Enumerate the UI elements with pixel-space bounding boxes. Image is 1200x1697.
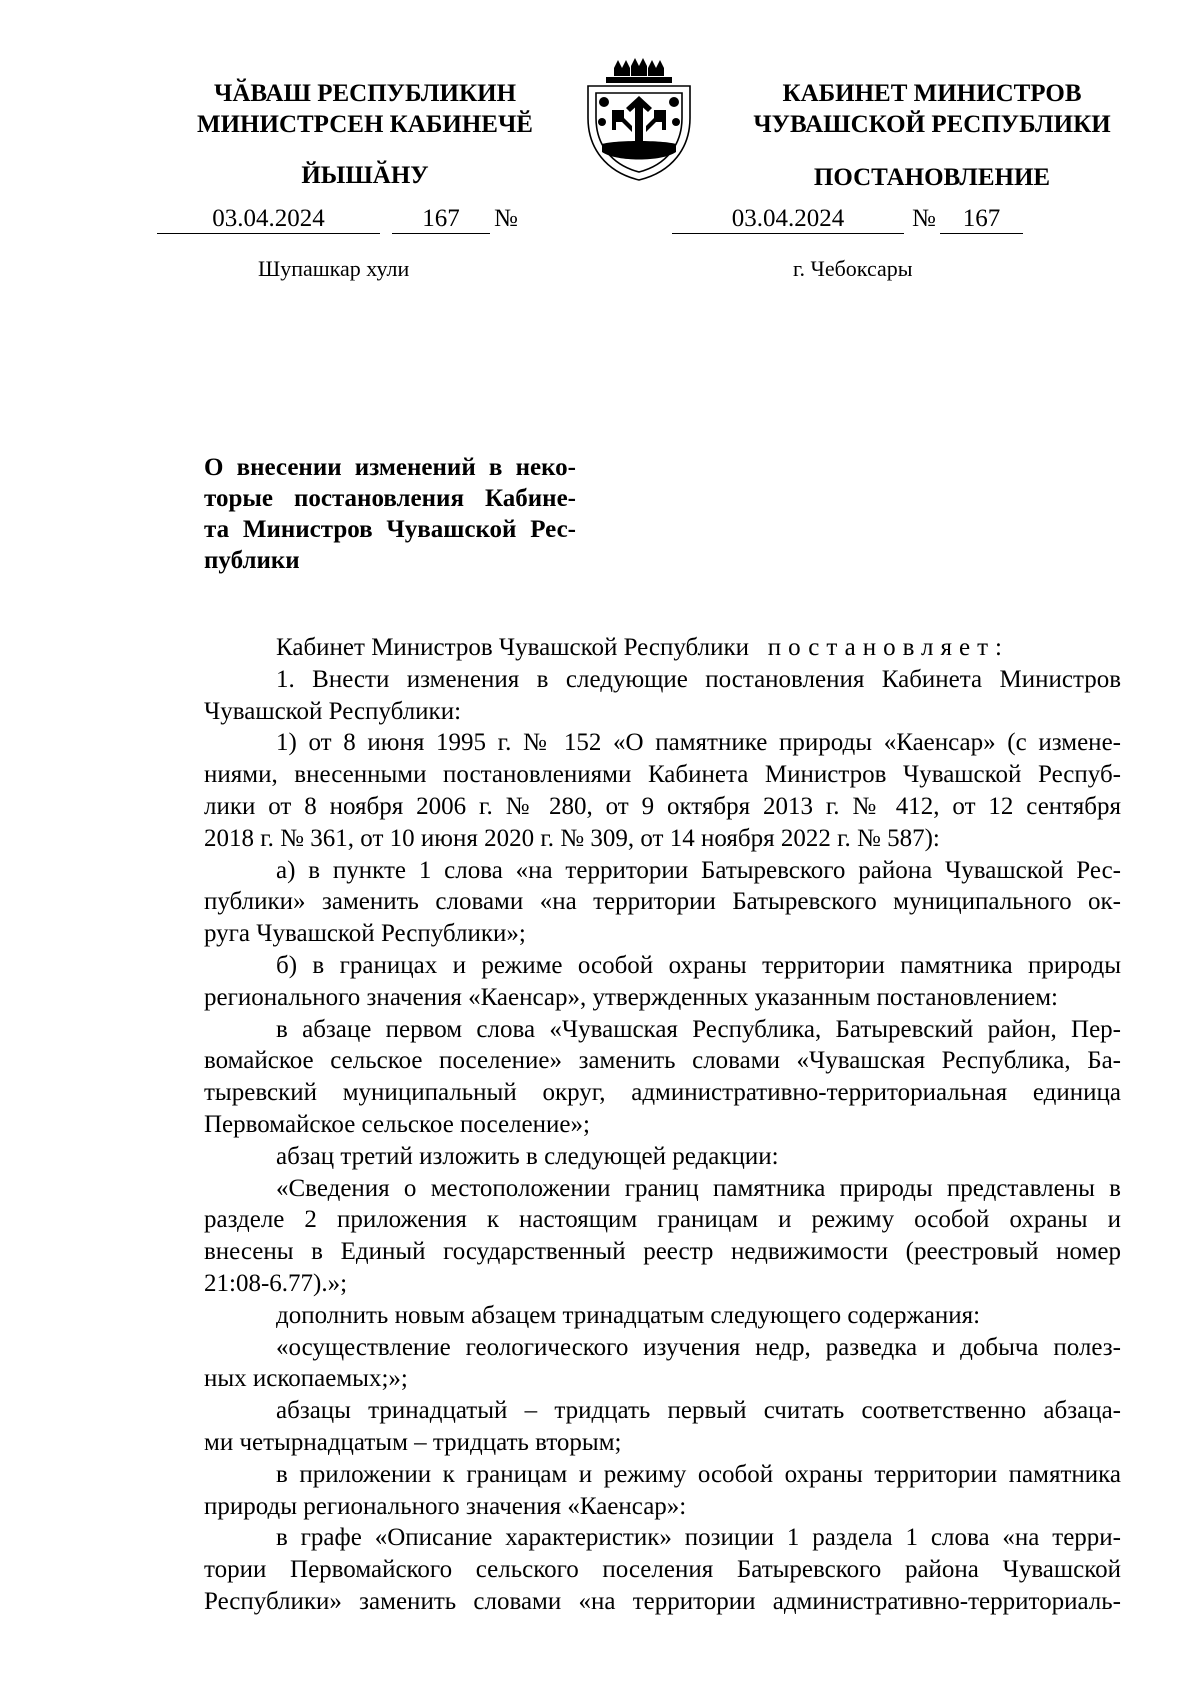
right-document-kind: ПОСТАНОВЛЕНИЕ (813, 164, 1051, 191)
right-place: г. Чебоксары (793, 256, 913, 281)
left-number-field: 167 (392, 205, 490, 234)
subject-line: О внесении изменений в неко- (204, 454, 576, 481)
body-line: тыревский муниципальный округ, административно-территориальная единица (204, 1079, 1121, 1107)
body-line: б) в границах и режиме особой охраны территории памятника природы (276, 951, 1121, 979)
document-subject (204, 452, 576, 576)
right-date-field: 03.04.2024 (672, 205, 904, 234)
body-line: регионального значения «Каенсар», утвержденных указанным постановлением: (204, 983, 1059, 1011)
preamble-verb: постановляет: (767, 634, 1010, 661)
right-number-sign: № (912, 205, 936, 232)
body-line: 1. Внести изменения в следующие постановления Кабинета Министров (276, 665, 1121, 693)
subject-line: та Министров Чувашской Рес- (204, 516, 576, 543)
left-header-line2: МИНИСТРСЕН КАБИНЕЧӖ (197, 111, 533, 138)
body-line: руга Чувашской Республики»; (204, 920, 526, 948)
body-line: 21:08-6.77).»; (204, 1269, 348, 1297)
left-document-kind: ЙЫШӐНУ (301, 162, 429, 189)
left-date-field: 03.04.2024 (157, 205, 380, 234)
left-place: Шупашкар хули (258, 256, 410, 281)
body-line: «осуществление геологического изучения недр, разведка и добыча полез- (276, 1333, 1121, 1361)
left-header-line1: ЧӐВАШ РЕСПУБЛИКИН (213, 80, 517, 107)
preamble-line (204, 632, 1121, 664)
body-line: публики» заменить словами «на территории Батыревского муниципального ок- (204, 888, 1121, 916)
body-line: Первомайское сельское поселение»; (204, 1110, 590, 1138)
right-header-line2: ЧУВАШСКОЙ РЕСПУБЛИКИ (753, 111, 1111, 138)
body-line: ми четырнадцатым – тридцать вторым; (204, 1428, 622, 1456)
body-line: ниями, внесенными постановлениями Кабинета Министров Чувашской Респуб- (204, 761, 1121, 789)
body-line: Республики» заменить словами «на территории административно-территориаль- (204, 1587, 1121, 1615)
body-line: лики от 8 ноября 2006 г. № 280, от 9 октября 2013 г. № 412, от 12 сентября (204, 792, 1121, 820)
subject-line: торые постановления Кабине- (204, 485, 576, 512)
body-line: в графе «Описание характеристик» позиции 1 раздела 1 слова «на терри- (276, 1524, 1121, 1552)
body-line: тории Первомайского сельского поселения Батыревского района Чувашской (204, 1556, 1121, 1584)
body-line: разделе 2 приложения к настоящим границам и режиму особой охраны и (204, 1206, 1121, 1234)
preamble-text: Кабинет Министров Чувашской Республики (276, 634, 750, 661)
left-number-sign: № (494, 205, 518, 232)
chuvash-coat-of-arms-icon (576, 56, 702, 184)
body-line: природы регионального значения «Каенсар»: (204, 1492, 687, 1520)
body-line: вомайское сельское поселение» заменить словами «Чувашская Республика, Ба- (204, 1047, 1121, 1075)
body-line: ных ископаемых;»; (204, 1365, 408, 1393)
body-line: Чувашской Республики: (204, 697, 462, 725)
body-line: а) в пункте 1 слова «на территории Батыревского района Чувашской Рес- (276, 856, 1121, 884)
right-number-field: 167 (940, 205, 1023, 234)
left-header-title (170, 78, 560, 140)
body-line: абзац третий изложить в следующей редакции: (276, 1142, 779, 1170)
body-line: «Сведения о местоположении границ памятника природы представлены в (276, 1174, 1121, 1202)
body-line: в приложении к границам и режиму особой охраны территории памятника (276, 1460, 1121, 1488)
right-header-title (727, 78, 1137, 140)
body-line: 2018 г. № 361, от 10 июня 2020 г. № 309, от 14 ноября 2022 г. № 587): (204, 824, 940, 852)
body-line: внесены в Единый государственный реестр недвижимости (реестровый номер (204, 1238, 1121, 1266)
subject-line: публики (204, 547, 300, 574)
body-line: абзацы тринадцатый – тридцать первый считать соответственно абзаца- (276, 1397, 1121, 1425)
body-line: 1) от 8 июня 1995 г. № 152 «О памятнике природы «Каенсар» (с измене- (276, 729, 1121, 757)
body-line: дополнить новым абзацем тринадцатым следующего содержания: (276, 1301, 981, 1329)
document-body (204, 632, 1121, 1618)
right-header-line1: КАБИНЕТ МИНИСТРОВ (782, 80, 1082, 107)
body-line: в абзаце первом слова «Чувашская Республика, Батыревский район, Пер- (276, 1015, 1121, 1043)
